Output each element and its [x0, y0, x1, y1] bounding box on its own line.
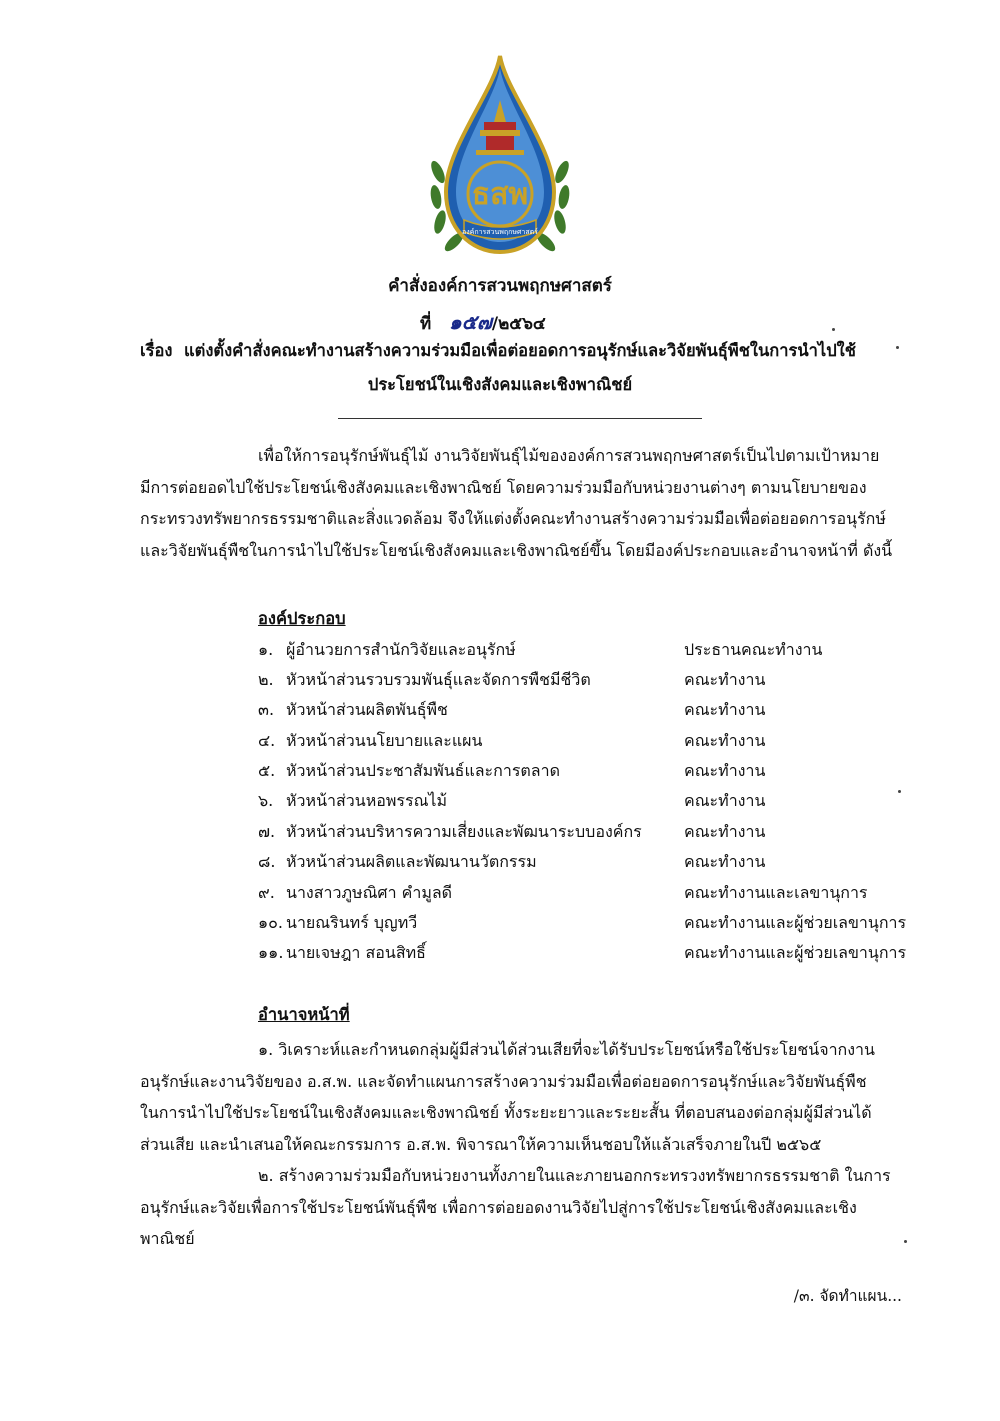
duty-line: ๑. วิเคราะห์และกำหนดกลุ่มผู้มีส่วนได้ส่วนเสียที่จะได้รับประโยชน์หรือใช้ประโยชน์จากงาน: [258, 1040, 875, 1059]
duty-item-1: [140, 1034, 902, 1160]
member-row: [258, 941, 908, 971]
member-number: ๗.: [258, 822, 276, 841]
member-role: คณะทำงาน: [684, 761, 766, 780]
page-continuation: /๓. จัดทำแผน...: [793, 1287, 902, 1305]
member-name: นายณรินทร์ บุญทวี: [286, 913, 418, 932]
member-role: คณะทำงาน: [684, 700, 766, 719]
svg-text:องค์การสวนพฤกษศาสตร์: องค์การสวนพฤกษศาสตร์: [462, 228, 538, 236]
member-role: คณะทำงาน: [684, 822, 766, 841]
member-name: นายเจษฎา สอนสิทธิ์: [286, 943, 426, 962]
subject-line-2: ประโยชน์ในเชิงสังคมและเชิงพาณิชย์: [367, 375, 633, 394]
scan-speck: [904, 1240, 907, 1243]
member-role: ประธานคณะทำงาน: [684, 640, 823, 659]
member-row: [258, 759, 908, 789]
duty-line: ส่วนเสีย และนำเสนอให้คณะกรรมการ อ.ส.พ. พิจารณาให้ความเห็นชอบให้แล้วเสร็จภายในปี ๒๕๖๕: [140, 1134, 822, 1154]
member-role: คณะทำงาน: [684, 791, 766, 810]
order-year: /๒๕๖๔: [491, 314, 546, 334]
member-name: หัวหน้าส่วนบริหารความเสี่ยงและพัฒนาระบบองค์กร: [286, 822, 642, 841]
member-number: ๑๐.: [258, 913, 284, 932]
intro-paragraph: [140, 440, 902, 566]
member-role: คณะทำงานและผู้ช่วยเลขานุการ: [684, 913, 907, 932]
duties-title: อำนาจหน้าที่: [258, 1005, 350, 1024]
member-name: หัวหน้าส่วนประชาสัมพันธ์และการตลาด: [286, 761, 560, 780]
member-number: ๔.: [258, 731, 276, 750]
member-row: [258, 668, 908, 698]
duty-line: พาณิชย์: [140, 1229, 195, 1248]
member-role: คณะทำงาน: [684, 731, 766, 750]
member-row: [258, 850, 908, 880]
member-row: [258, 729, 908, 759]
member-role: คณะทำงาน: [684, 670, 766, 689]
duty-line: อนุรักษ์และวิจัยเพื่อการใช้ประโยชน์พันธุ์พืช เพื่อการต่อยอดงานวิจัยไปสู่การใช้ประโยชน์เชิงสังคมและเชิง: [140, 1197, 857, 1217]
member-row: [258, 820, 908, 850]
duty-line: อนุรักษ์และงานวิจัยของ อ.ส.พ. และจัดทำแผนการสร้างความร่วมมือเพื่อต่อยอดการอนุรักษ์และวิจัยพันธุ์พืช: [140, 1071, 867, 1091]
member-number: ๙.: [258, 883, 275, 902]
member-number: ๓.: [258, 700, 275, 719]
duty-line: ๒. สร้างความร่วมมือกับหน่วยงานทั้งภายในและภายนอกกระทรวงทรัพยากรธรรมชาติ ในการ: [258, 1166, 891, 1185]
member-number: ๘.: [258, 852, 276, 871]
member-name: ผู้อำนวยการสำนักวิจัยและอนุรักษ์: [286, 640, 516, 659]
subject-text-1: แต่งตั้งคำสั่งคณะทำงานสร้างความร่วมมือเพื่อต่อยอดการอนุรักษ์และวิจัยพันธุ์พืชในการนำไปใช้: [183, 341, 856, 360]
intro-line: มีการต่อยอดไปใช้ประโยชน์เชิงสังคมและเชิงพาณิชย์ โดยความร่วมมือกับหน่วยงานต่างๆ ตามนโยบายของ: [140, 477, 867, 497]
divider: [338, 418, 702, 419]
member-number: ๑.: [258, 640, 274, 659]
member-name: หัวหน้าส่วนนโยบายและแผน: [286, 731, 483, 750]
member-number: ๖.: [258, 791, 274, 810]
subject-label: เรื่อง: [140, 341, 173, 360]
scan-speck: [898, 790, 901, 793]
member-row: [258, 911, 908, 941]
member-role: คณะทำงานและผู้ช่วยเลขานุการ: [684, 943, 907, 962]
scan-speck: [832, 328, 835, 331]
member-role: คณะทำงาน: [684, 852, 766, 871]
member-number: ๒.: [258, 670, 274, 689]
member-row: [258, 789, 908, 819]
member-row: [258, 638, 908, 668]
member-row: [258, 698, 908, 728]
member-number: ๑๑.: [258, 943, 284, 962]
member-name: นางสาวภูษณิศา คำมูลดี: [286, 883, 453, 902]
order-number-handwritten: ๑๕๗: [448, 310, 492, 334]
duty-line: ในการนำไปใช้ประโยชน์ในเชิงสังคมและเชิงพาณิชย์ ทั้งระยะยาวและระยะสั้น ที่ตอบสนองต่อกลุ่มผู้มีส่วนได้: [140, 1103, 872, 1122]
composition-title: องค์ประกอบ: [258, 609, 346, 628]
member-number: ๕.: [258, 761, 276, 780]
member-name: หัวหน้าส่วนผลิตและพัฒนานวัตกรรม: [286, 852, 537, 871]
scan-speck: [896, 346, 899, 349]
member-name: หัวหน้าส่วนหอพรรณไม้: [286, 791, 448, 810]
subject-line-1: [140, 338, 900, 364]
duty-item-2: [140, 1160, 902, 1255]
member-name: หัวหน้าส่วนผลิตพันธุ์พืช: [286, 700, 448, 719]
order-prefix: ที่: [420, 314, 432, 334]
intro-line: กระทรวงทรัพยากรธรรมชาติและสิ่งแวดล้อม จึงให้แต่งตั้งคณะทำงานสร้างความร่วมมือเพื่อต่อยอดการอนุรักษ์: [140, 509, 886, 528]
order-number: [420, 306, 546, 338]
intro-line: และวิจัยพันธุ์พืชในการนำไปใช้ประโยชน์เชิงสังคมและเชิงพาณิชย์ขึ้น โดยมีองค์ประกอบและอำนาจหน้าที่ ดังนี้: [140, 540, 893, 560]
document-title: คำสั่งองค์การสวนพฤกษศาสตร์: [388, 276, 612, 296]
intro-line: เพื่อให้การอนุรักษ์พันธุ์ไม้ งานวิจัยพันธุ์ไม้ขององค์การสวนพฤกษศาสตร์เป็นไปตามเป้าหมาย: [258, 446, 880, 465]
member-row: [258, 881, 908, 911]
member-name: หัวหน้าส่วนรวบรวมพันธุ์และจัดการพืชมีชีวิต: [286, 670, 591, 689]
svg-text:ธสพ: ธสพ: [471, 177, 529, 212]
member-role: คณะทำงานและเลขานุการ: [684, 883, 868, 902]
botanical-garden-logo: [424, 52, 576, 262]
